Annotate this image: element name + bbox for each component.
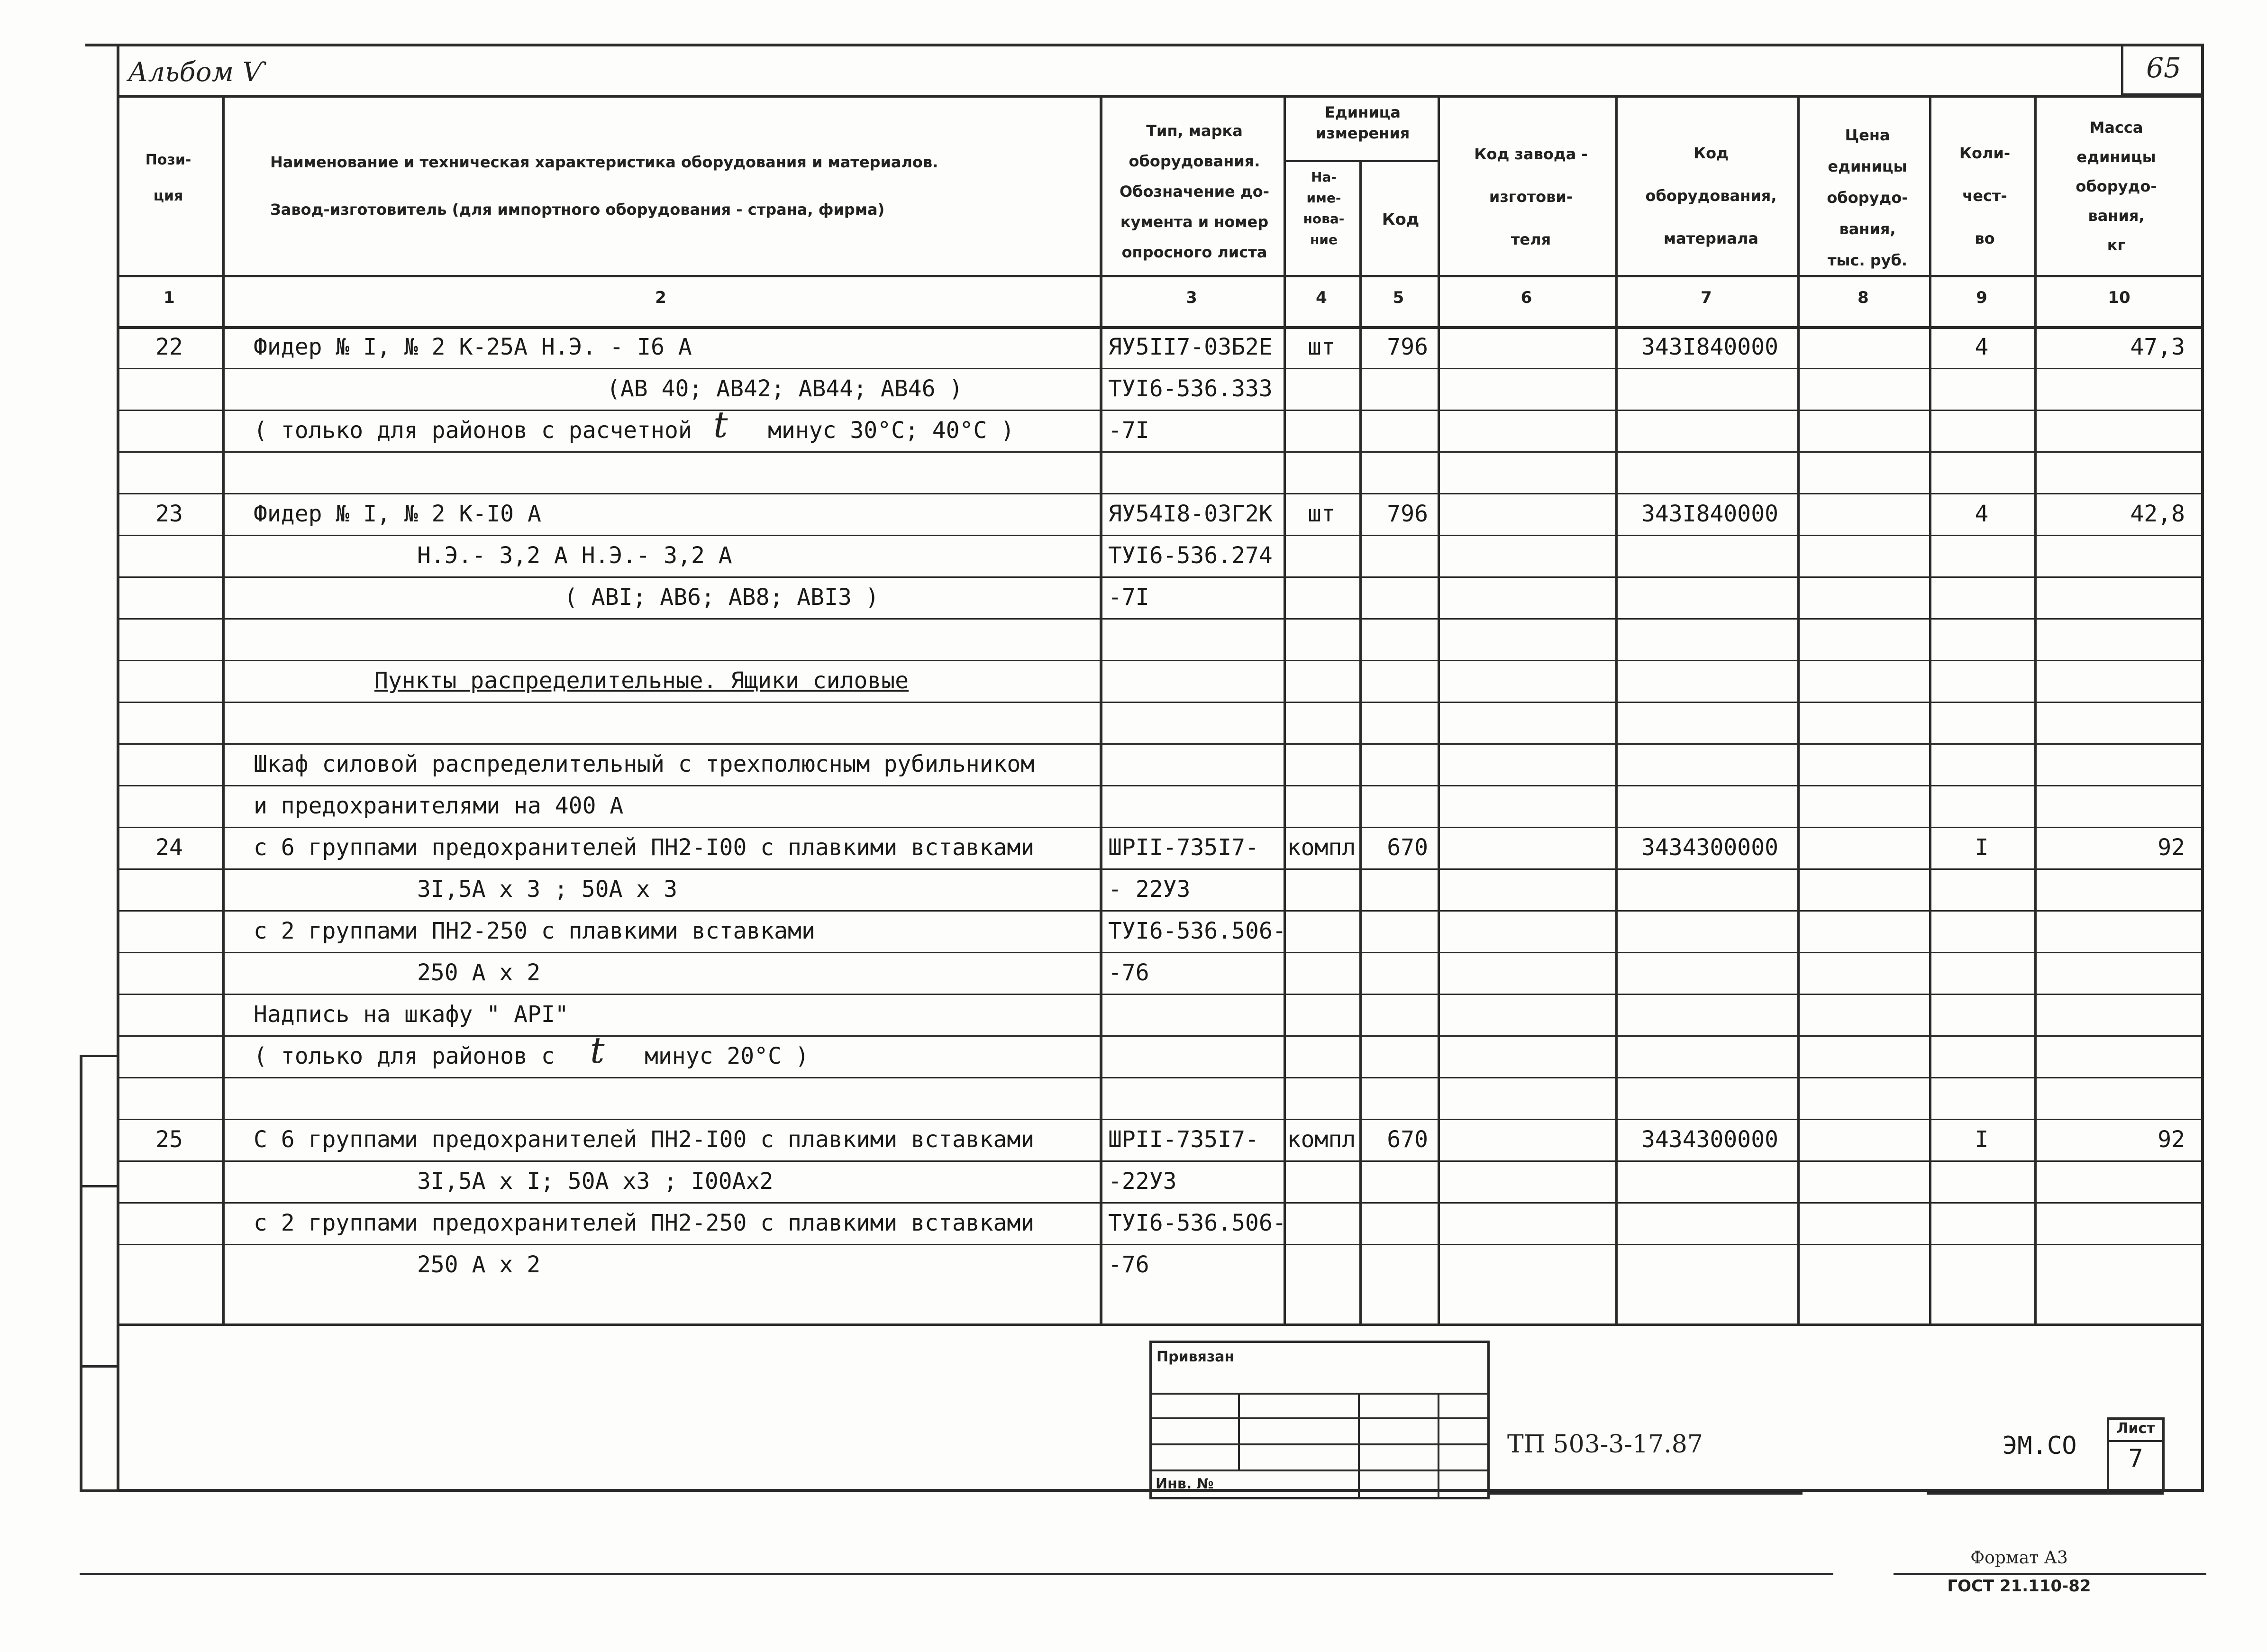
footer-format: Формат А3 [1970,1548,2068,1568]
row-unit-code: 670 [1387,834,1428,861]
column-number-7: 7 [1701,288,1712,307]
top-frame-line [85,44,123,46]
header-col9: Коли- чест- во [1959,144,2011,247]
row-name: Шкаф силовой распределительный с трехполюсным рубильником [254,751,1035,777]
t-symbol: t [713,403,728,446]
section-heading: Пункты распределительные. Ящики силовые [374,667,909,694]
row-type: ТУI6-536.506- [1108,918,1286,944]
header-col4: На- име- нова- ние [1303,169,1345,247]
row-name: минус 30°С; 40°С ) [768,417,1015,444]
row-type: -7I [1108,584,1149,611]
row-quantity: I [1975,834,1989,861]
row-name: минус 20°С ) [645,1043,809,1069]
row-name: 250 А х 2 [417,1251,541,1278]
doc-code: ТП 503-3-17.87 [1507,1430,1703,1459]
binding-strip-line [80,1055,82,1492]
row-type: -76 [1108,1251,1149,1278]
column-number-4: 4 [1316,288,1327,307]
row-unit: шт [1308,501,1335,527]
row-equipment-code: 3434300000 [1641,1126,1778,1153]
row-quantity: 4 [1975,334,1989,360]
row-name: с 2 группами ПН2-250 с плавкими вставками [254,918,815,944]
row-name: (АВ 40; АВ42; АВ44; АВ46 ) [607,375,963,402]
row-mass: 92 [2158,834,2185,861]
inv-label: Инв. № [1156,1476,1214,1492]
row-type: -7I [1108,417,1149,444]
row-type: -76 [1108,959,1149,986]
header-col6: Код завода - изготови- теля [1474,145,1588,248]
column-number-8: 8 [1857,288,1869,307]
row-unit: компл [1287,834,1356,861]
row-mass: 47,3 [2130,334,2185,360]
header-col1: Пози- ция [145,152,191,204]
row-equipment-code: 3434300000 [1641,834,1778,861]
row-type: ШРII-735I7- [1108,834,1259,861]
row-mass: 92 [2158,1126,2185,1153]
column-number-2: 2 [655,288,666,307]
row-name: с 6 группами предохранителей ПН2-I00 с плавкими вставками [254,834,1035,861]
row-type: ТУI6-536.506- [1108,1210,1286,1236]
header-unit-group: Единица измерения [1315,103,1410,142]
header-col3: Тип, марка оборудования. Обозначение до- кумента и номер опросного листа [1120,122,1269,261]
row-name: 250 А х 2 [417,959,541,986]
row-name: 3I,5А х 3 ; 50А х 3 [417,876,678,903]
row-name: 3I,5А х I; 50А х3 ; I00Ах2 [417,1168,774,1195]
album-label: Альбом Ѵ [128,57,265,88]
row-name: Фидер № I, № 2 К-I0 А [254,501,541,527]
header-col7: Код оборудования, материала [1645,144,1777,247]
row-name: Надпись на шкафу " АРI" [254,1001,569,1028]
row-unit-code: 796 [1387,501,1428,527]
row-mass: 42,8 [2130,501,2185,527]
row-name: С 6 группами предохранителей ПН2-I00 с плавкими вставками [254,1126,1035,1153]
row-name: Н.Э.- 3,2 А Н.Э.- 3,2 А [417,542,732,569]
footer-line [80,1573,1833,1575]
row-name: и предохранителями на 400 А [254,793,624,819]
row-type: ЯУ5II7-03Б2Е [1108,334,1273,360]
column-number-1: 1 [164,288,175,307]
row-type: ТУI6-536.333 [1108,375,1273,402]
header-col8: Цена единицы оборудо- вания, тыс. руб. [1827,126,1908,269]
row-position: 25 [155,1126,183,1153]
column-number-5: 5 [1393,288,1404,307]
header-col2: Наименование и техническая характеристика оборудования и материалов. Завод-изготовитель (для импортного оборудования - страна, фирма) [270,153,938,219]
sheet-label: Лист [2116,1420,2155,1437]
row-type: ЯУ54I8-03Г2К [1108,501,1273,527]
footer-gost: ГОСТ 21.110-82 [1947,1577,2091,1596]
column-number-6: 6 [1520,288,1532,307]
row-type: ШРII-735I7- [1108,1126,1259,1153]
row-name: Фидер № I, № 2 К-25А Н.Э. - I6 А [254,334,692,360]
sheet-value: 7 [2128,1444,2143,1473]
t-symbol: t [590,1029,605,1071]
row-unit-code: 670 [1387,1126,1428,1153]
row-quantity: 4 [1975,501,1989,527]
row-position: 22 [155,334,183,360]
row-name: ( АВI; АВ6; АВ8; АВI3 ) [564,584,879,611]
row-position: 24 [155,834,183,861]
row-unit-code: 796 [1387,334,1428,360]
privyazan-label: Привязан [1156,1349,1235,1365]
row-unit: шт [1308,334,1335,360]
header-col5: Код [1382,210,1420,229]
row-equipment-code: 343I840000 [1641,501,1778,527]
row-type: - 22У3 [1108,876,1191,903]
sheet-number: 65 [2146,52,2181,84]
row-name: ( только для районов с [254,1043,555,1069]
section-code: ЭМ.СО [2003,1432,2077,1460]
header-col10: Масса единицы оборудо- вания, кг [2076,119,2157,254]
column-number-9: 9 [1976,288,1987,307]
row-equipment-code: 343I840000 [1641,334,1778,360]
row-name: ( только для районов с расчетной [254,417,692,444]
row-position: 23 [155,501,183,527]
row-quantity: I [1975,1126,1989,1153]
row-type: -22У3 [1108,1168,1177,1195]
row-type: ТУI6-536.274 [1108,542,1273,569]
column-number-3: 3 [1186,288,1197,307]
column-number-10: 10 [2108,288,2130,307]
row-unit: компл [1287,1126,1356,1153]
row-name: с 2 группами предохранителей ПН2-250 с плавкими вставками [254,1210,1035,1236]
